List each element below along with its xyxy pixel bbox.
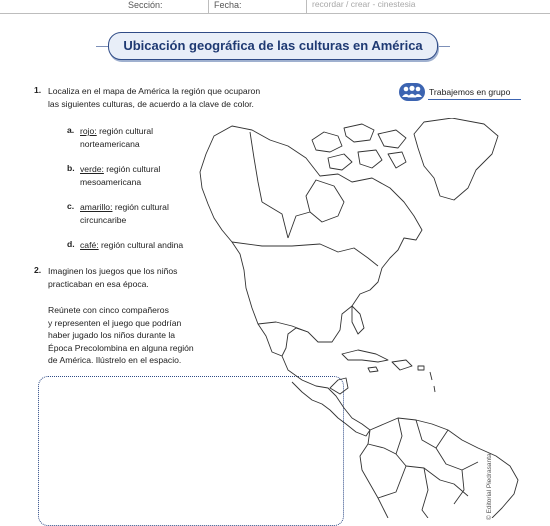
map-mexico-central-america [282,356,370,436]
map-border-alaska [250,132,262,202]
group-badge-label: Trabajemos en grupo [429,87,511,97]
map-border-internal [406,466,468,496]
map-hudson-bay [306,180,344,222]
map-lesser-antilles [430,372,435,392]
exercise-1-instructions: Localiza en el mapa de América la región que ocuparon las siguientes culturas, de acuerdo a la clave de color. [48,86,261,109]
americas-outline-map[interactable] [192,118,522,518]
map-border-internal [436,448,478,470]
header-divider-2 [306,0,307,14]
map-border-internal [288,212,310,238]
map-jamaica [368,367,378,372]
item-b-text: verde: región cultural mesoamericana [80,164,161,187]
map-border-internal [262,202,288,238]
map-border-internal [368,444,396,454]
item-a-letter: a. [67,125,75,135]
exercise-2-prompt: Imaginen los juegos que los niños practicaban en esa época. [48,266,178,289]
side-credit: © Editorial Piedrasanta [486,453,493,520]
header-bottom-rule [0,13,550,14]
item-d-text: café: región cultural andina [80,240,184,250]
map-hispaniola [392,360,412,370]
exercise-2-paragraph: Reúnete con cinco compañeros y representen el juego que podrían haber jugado los niños durante la Época Precolombina en alguna región de América. Ilústrelo en el espacio. [48,305,194,366]
map-arctic-island [344,124,374,142]
group-people-icon [399,83,425,101]
map-cuba [342,350,388,362]
map-florida [352,306,364,334]
map-arctic-island [328,154,352,170]
item-d-letter: d. [67,239,75,249]
item-c-text: amarillo: región cultural circuncaribe [80,202,169,225]
item-c-letter: c. [67,201,75,211]
map-yucatan [330,378,348,394]
seccion-label: Sección: [128,0,163,10]
map-arctic-island [358,150,382,168]
exercise-1-number: 1. [34,85,42,95]
page-title: Ubicación geográfica de las culturas en América [123,38,423,53]
exercise-2-number: 2. [34,265,42,275]
fecha-label: Fecha: [214,0,242,10]
banner-deco-right [436,46,450,47]
map-border-canada-usa [232,242,378,266]
map-border-internal [396,418,406,466]
item-a-text: rojo: región cultural norteamericana [80,126,154,149]
map-border-internal [422,468,428,518]
map-greenland [414,118,498,200]
group-badge-rule [428,99,521,100]
map-arctic-island [312,132,342,152]
map-border-internal [454,470,464,504]
map-arctic-island [388,152,406,168]
map-border-usa-mexico [258,322,308,332]
map-puerto-rico [418,366,424,370]
skills-text: recordar / crear - cinestesia [312,0,416,9]
map-arctic-island [378,130,406,148]
map-border-internal [378,466,406,498]
map-south-america [360,418,518,518]
title-banner [108,32,438,60]
map-north-america [200,126,422,356]
item-b-letter: b. [67,163,75,173]
header-divider-1 [208,0,209,14]
